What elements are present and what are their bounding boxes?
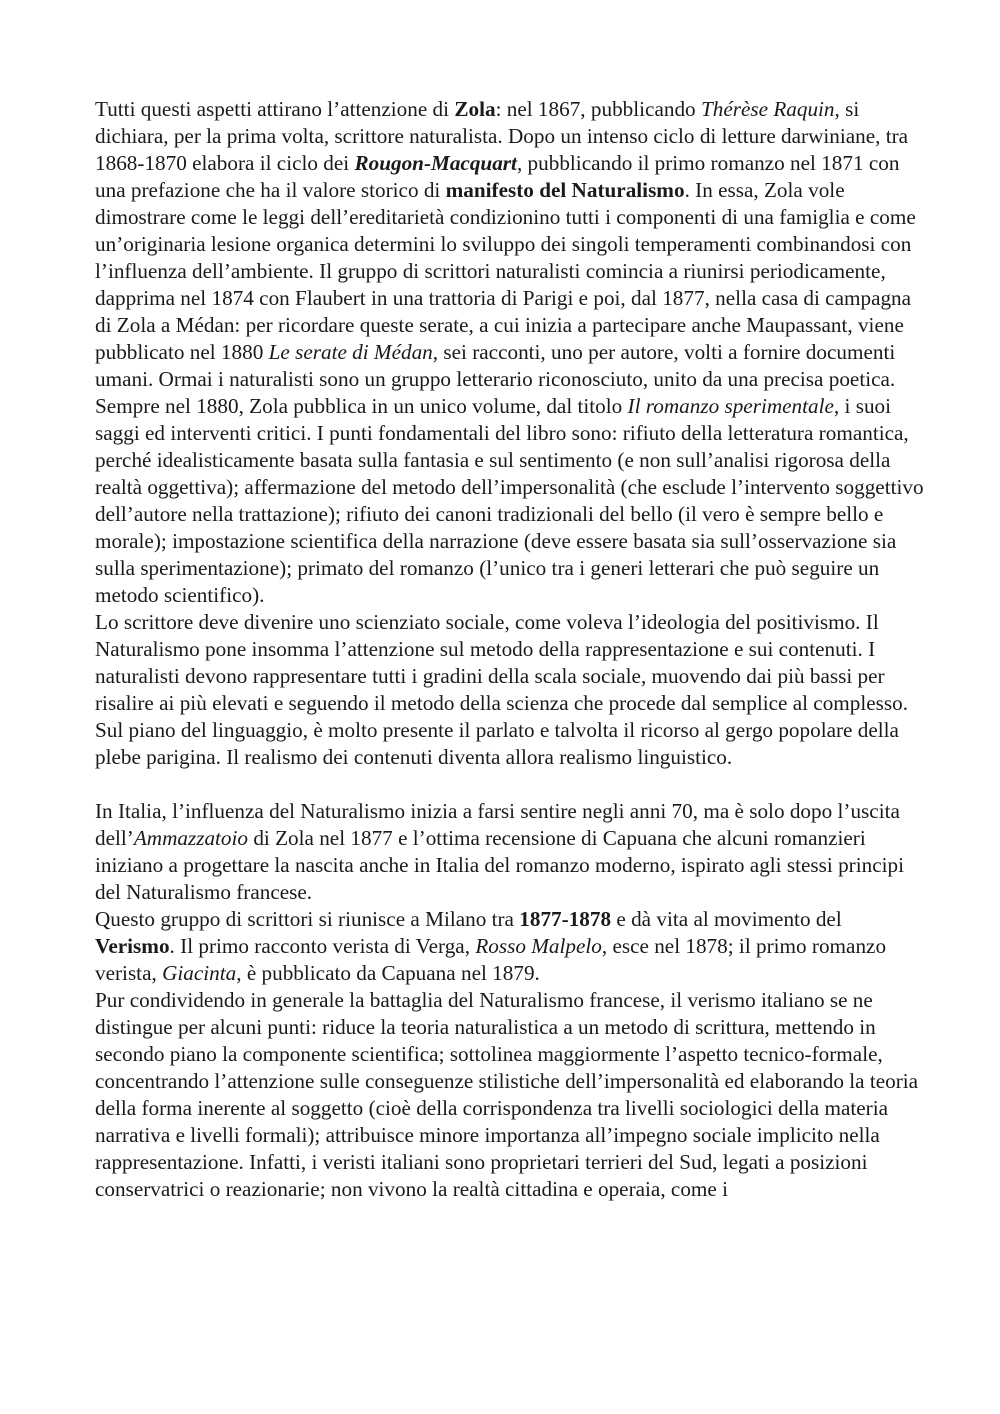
italic-text: Il romanzo sperimentale bbox=[627, 394, 834, 418]
bold-text: 1877-1878 bbox=[519, 907, 612, 931]
paragraph-p3 bbox=[95, 798, 925, 906]
text-run: : nel 1867, pubblicando bbox=[495, 97, 701, 121]
text-run: Questo gruppo di scrittori si riunisce a Milano tra bbox=[95, 907, 520, 931]
italic-text: Rosso Malpelo bbox=[475, 934, 602, 958]
italic-text: Le serate di Médan bbox=[268, 340, 433, 364]
bold-text: manifesto del Naturalismo bbox=[445, 178, 685, 202]
bold-text: Verismo bbox=[95, 934, 170, 958]
text-run: . Il primo racconto verista di Verga, bbox=[169, 934, 476, 958]
bold-text: Zola bbox=[454, 97, 496, 121]
italic-text: Ammazzatoio bbox=[133, 826, 249, 850]
paragraph-p4 bbox=[95, 906, 925, 987]
paragraph-p2 bbox=[95, 609, 925, 771]
text-run: , pubblicando il primo romanzo nel 1871 con una prefazione che ha il valore storico di bbox=[95, 151, 900, 202]
text-run: . In essa, Zola vole dimostrare come le leggi dell’ereditarietà condizionino tutti i componenti di una famiglia e come un’originaria lesione organica determini lo sviluppo dei singoli temperamenti combinandosi con l’influenza dell’ambiente. Il gruppo di scrittori naturalisti comincia a riunirsi periodicamente, dapprima nel 1874 con Flaubert in una trattoria di Parigi e poi, dal 1877, nella casa di campagna di Zola a Médan: per ricordare queste serate, a cui inizia a partecipare anche Maupassant, viene pubblicato nel 1880 bbox=[95, 178, 916, 364]
text-run: , è pubblicato da Capuana nel 1879. bbox=[236, 961, 540, 985]
text-run: , esce nel 1878; il primo romanzo verista, bbox=[95, 934, 887, 985]
text-run: Pur condividendo in generale la battaglia del Naturalismo francese, il verismo italiano se ne distingue per alcuni punti: riduce la teoria naturalistica a un metodo di scrittura, mettendo in secondo piano la componente scientifica; sottolinea maggiormente l’aspetto tecnico-formale, concentrando l’attenzione sulle conseguenze stilistiche dell’impersonalità ed elaborando la teoria della forma inerente al soggetto (cioè della corrispondenza tra livelli sociologici della materia narrativa e livelli formali); attribuisce minore importanza all’impegno sociale implicito nella rappresentazione. Infatti, i veristi italiani sono proprietari terrieri del Sud, legati a posizioni conservatrici o reazionarie; non vivono la realtà cittadina e operaia, come i bbox=[95, 988, 919, 1201]
text-run: di Zola nel 1877 e l’ottima recensione di Capuana che alcuni romanzieri iniziano a progettare la nascita anche in Italia del romanzo moderno, ispirato agli stessi principi del Naturalismo francese. bbox=[95, 826, 904, 904]
text-run: Lo scrittore deve divenire uno scienziato sociale, come voleva l’ideologia del positivismo. Il Naturalismo pone insomma l’attenzione sul metodo della rappresentazione e sui contenuti. I naturalisti devono rappresentare tutti i gradini della scala sociale, muovendo dai più bassi per risalire ai più elevati e seguendo il metodo della scienza che procede dal semplice al complesso. Sul piano del linguaggio, è molto presente il parlato e talvolta il ricorso al gergo popolare della plebe parigina. Il realismo dei contenuti diventa allora realismo linguistico. bbox=[95, 610, 909, 769]
text-run: Tutti questi aspetti attirano l’attenzione di bbox=[95, 97, 455, 121]
paragraph-gap bbox=[95, 771, 925, 798]
italic-text: Giacinta bbox=[162, 961, 237, 985]
text-run: , i suoi saggi ed interventi critici. I punti fondamentali del libro sono: rifiuto della letteratura romantica, perché idealisticamente basata sulla fantasia e sul sentimento (e non sull’analisi rigorosa della realtà oggettiva); affermazione del metodo dell’impersonalità (che esclude l’intervento soggettivo dell’autore nella trattazione); rifiuto dei canoni tradizionali del bello (il vero è sempre bello e morale); impostazione scientifica della narrazione (deve essere basata sia sull’osservazione sia sulla sperimentazione); primato del romanzo (l’unico tra i generi letterari che può seguire un metodo scientifico). bbox=[95, 394, 924, 607]
text-run: In Italia, l’influenza del Naturalismo inizia a farsi sentire negli anni 70, ma è solo dopo l’uscita dell’ bbox=[95, 799, 900, 850]
italic-text: Thérèse Raquin bbox=[700, 97, 835, 121]
paragraph-p5 bbox=[95, 987, 925, 1203]
text-run: , si dichiara, per la prima volta, scrittore naturalista. Dopo un intenso ciclo di letture darwiniane, tra 1868-1870 elabora il ciclo dei bbox=[95, 97, 909, 175]
paragraph-p1 bbox=[95, 96, 925, 609]
text-run: , sei racconti, uno per autore, volti a fornire documenti umani. Ormai i naturalisti sono un gruppo letterario riconosciuto, unito da una precisa poetica. Sempre nel 1880, Zola pubblica in un unico volume, dal titolo bbox=[95, 340, 896, 418]
bold-italic-text: Rougon-Macquart bbox=[354, 151, 517, 175]
document-body bbox=[95, 96, 925, 1203]
text-run: e dà vita al movimento del bbox=[611, 907, 842, 931]
